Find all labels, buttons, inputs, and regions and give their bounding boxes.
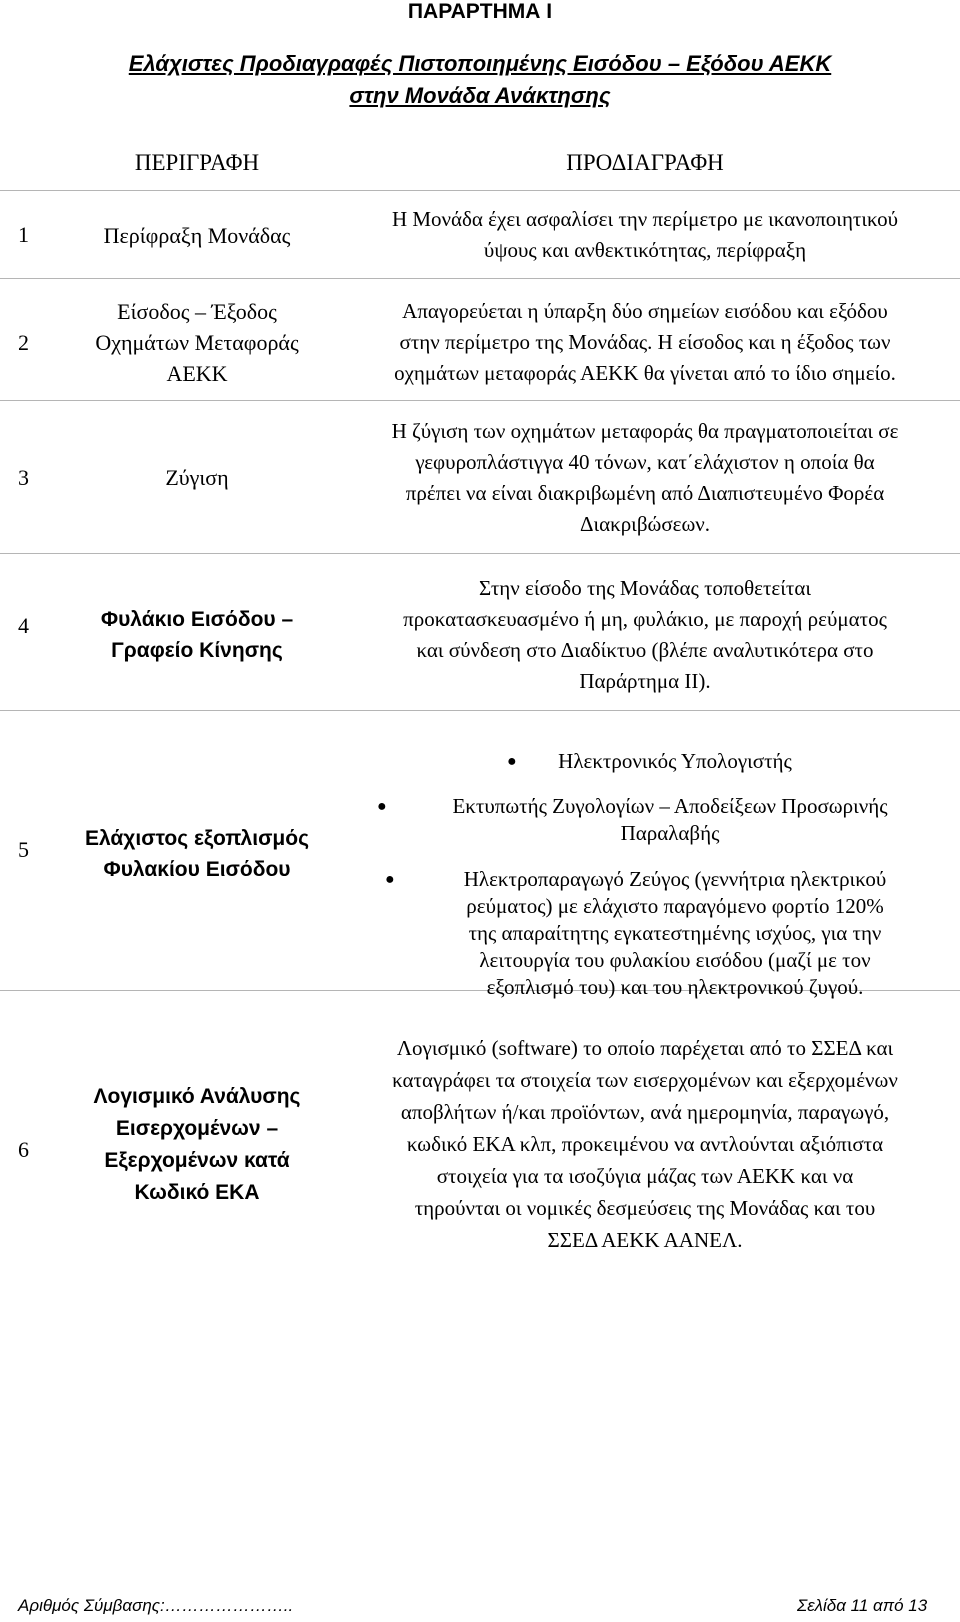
row-specification	[345, 410, 945, 545]
row-description	[62, 290, 332, 395]
row-description-text: Ζύγιση	[165, 465, 229, 490]
bullet-icon: ●	[377, 798, 387, 815]
table-row	[0, 410, 960, 545]
header-description: ΠΕΡΙΓΡΑΦΗ	[134, 150, 260, 175]
table-divider	[0, 553, 960, 554]
table-divider	[0, 190, 960, 191]
row-specification-text: Απαγορεύεται η ύπαρξη δύο σημείων εισόδου και εξόδου στην περίμετρο της Μονάδας. Η είσοδος και η έξοδος των οχημάτων μεταφοράς ΑΕΚΚ θα γίνεται από το ίδιο σημείο.	[394, 299, 896, 385]
header-specification: ΠΡΟΔΙΑΓΡΑΦΗ	[566, 150, 724, 175]
table-row	[0, 290, 960, 395]
row-number: 1	[18, 222, 29, 247]
bullet-icon: ●	[507, 753, 517, 770]
row-specification	[345, 565, 945, 705]
row-specification-text: Λογισμικό (software) το οποίο παρέχεται από το ΣΣΕΔ και καταγράφει τα στοιχεία των εισερχομένων και εξερχομένων αποβλήτων ή/και προϊόντων, ανά ημερομηνία, παραγωγό, κωδικό ΕΚΑ κλπ, προκειμένου να αντλούνται αξιόπιστα στοιχεία για τα ισοζύγια μάζας των ΑΕΚΚ και να τηρούνται οι νομικές δεσμεύσεις της Μονάδας και του ΣΣΕΔ ΑΕΚΚ ΑΑΝΕΛ.	[392, 1036, 898, 1252]
row-description-text: Φυλάκιο Εισόδου – Γραφείο Κίνησης	[100, 608, 294, 662]
table-divider	[0, 710, 960, 711]
bullet-text: Ηλεκτροπαραγωγό Ζεύγος (γεννήτρια ηλεκτρικού ρεύματος) με ελάχιστο παραγόμενο φορτίο 120% της απαραίτητης εγκατεστημένης ισχύος, για την λειτουργία του φυλακίου εισόδου (μαζί με τον εξοπλισμό του) και του ηλεκτρονικού ζυγού.	[463, 867, 887, 999]
table-divider	[0, 400, 960, 401]
row-number: 6	[18, 1137, 29, 1162]
row-specification-text: Η ζύγιση των οχημάτων μεταφοράς θα πραγματοποιείται σε γεφυροπλάστιγγα 40 τόνων, κατ΄ελάχιστον η οποία θα πρέπει να είναι διακριβωμένη από Διαπιστευμένο Φορέα Διακριβώσεων.	[391, 418, 899, 536]
row-description	[62, 565, 332, 705]
row-description	[62, 410, 332, 545]
row-specification	[345, 1032, 945, 1262]
bullet-text: Εκτυπωτής Ζυγολογίων – Αποδείξεων Προσωρινής Παραλαβής	[452, 794, 888, 845]
document-subtitle-line2: στην Μονάδα Ανάκτησης	[349, 83, 611, 108]
row-description-text: Ελάχιστος εξοπλισμός Φυλακίου Εισόδου	[84, 827, 310, 881]
row-specification	[345, 290, 945, 395]
row-description-text: Λογισμικό Ανάλυσης Εισερχομένων – Εξερχομένων κατά Κωδικό ΕΚΑ	[93, 1085, 301, 1204]
row-number: 3	[18, 464, 29, 490]
row-description	[62, 716, 332, 984]
row-description-text: Είσοδος – Έξοδος Οχημάτων Μεταφοράς ΑΕΚΚ	[95, 299, 299, 386]
footer-contract-number: Αριθμός Σύμβασης:…………………..	[18, 1596, 294, 1615]
bullet-icon: ●	[385, 871, 395, 888]
row-number: 2	[18, 329, 29, 355]
row-specification-text: Στην είσοδο της Μονάδας τοποθετείται προκατασκευασμένο ή μη, φυλάκιο, με παροχή ρεύματος και σύνδεση στο Διαδίκτυο (βλέπε αναλυτικότερα στο Παράρτημα ΙΙ).	[403, 576, 887, 693]
table-divider	[0, 278, 960, 279]
bullet-text: Ηλεκτρονικός Υπολογιστής	[558, 749, 792, 773]
footer-page-number: Σελίδα 11 από 13	[797, 1596, 928, 1615]
row-description-text: Περίφραξη Μονάδας	[103, 222, 291, 248]
table-row-specification	[0, 1032, 960, 1262]
row-description	[62, 200, 332, 270]
document-subtitle-line1: Ελάχιστες Προδιαγραφές Πιστοποιημένης Εισόδου – Εξόδου ΑΕΚΚ	[128, 51, 832, 76]
row-number: 5	[18, 837, 29, 862]
annex-title: ΠΑΡΑΡΤΗΜΑ Ι	[407, 0, 553, 23]
row-specification	[345, 200, 945, 270]
row-specification-text: Η Μονάδα έχει ασφαλίσει την περίμετρο με ικανοποιητικού ύψους και ανθεκτικότητας, περίφραξη	[391, 207, 899, 262]
table-row	[0, 565, 960, 705]
table-row	[0, 200, 960, 270]
row-number: 4	[18, 613, 29, 638]
